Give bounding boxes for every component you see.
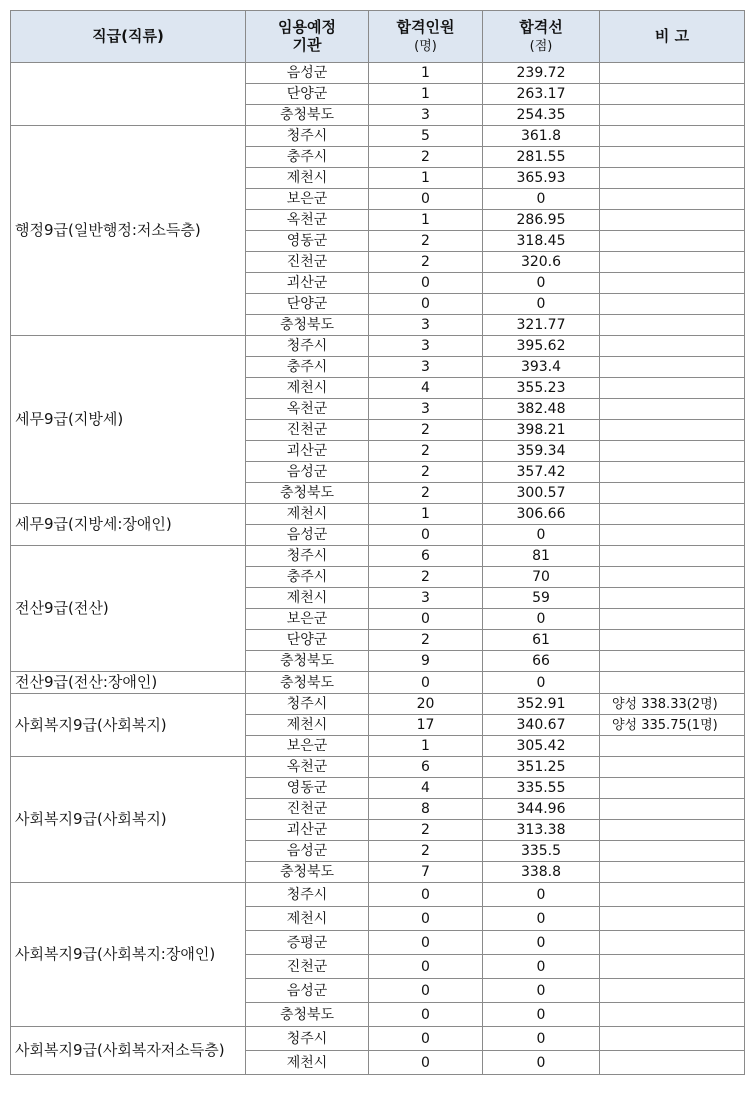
table-row bbox=[11, 546, 745, 567]
cell-agency: 괴산군 bbox=[246, 820, 369, 841]
cell-note bbox=[600, 105, 745, 126]
cell-cutoff: 0 bbox=[483, 1003, 600, 1027]
cell-note bbox=[600, 294, 745, 315]
cell-note bbox=[600, 778, 745, 799]
cell-agency: 충청북도 bbox=[246, 483, 369, 504]
cell-count: 20 bbox=[369, 694, 483, 715]
cell-note bbox=[600, 315, 745, 336]
cell-count: 0 bbox=[369, 672, 483, 694]
cell-count: 3 bbox=[369, 105, 483, 126]
cell-note bbox=[600, 483, 745, 504]
cell-cutoff: 0 bbox=[483, 609, 600, 630]
cell-note bbox=[600, 630, 745, 651]
header-agency-line1: 임용예정 bbox=[278, 18, 336, 36]
header-cutoff-unit: (점) bbox=[529, 39, 553, 54]
cell-agency: 진천군 bbox=[246, 799, 369, 820]
cell-count: 3 bbox=[369, 399, 483, 420]
cell-cutoff: 355.23 bbox=[483, 378, 600, 399]
cell-cutoff: 0 bbox=[483, 294, 600, 315]
cell-count: 1 bbox=[369, 210, 483, 231]
cell-count: 0 bbox=[369, 907, 483, 931]
cell-note bbox=[600, 1051, 745, 1075]
cell-agency: 영동군 bbox=[246, 778, 369, 799]
cell-agency: 보은군 bbox=[246, 189, 369, 210]
cell-note bbox=[600, 357, 745, 378]
header-row bbox=[11, 11, 745, 63]
cell-agency: 제천시 bbox=[246, 588, 369, 609]
cell-count: 2 bbox=[369, 441, 483, 462]
cell-count: 2 bbox=[369, 231, 483, 252]
cell-count: 2 bbox=[369, 483, 483, 504]
cell-agency: 청주시 bbox=[246, 883, 369, 907]
cell-agency: 제천시 bbox=[246, 715, 369, 736]
cell-cutoff: 313.38 bbox=[483, 820, 600, 841]
cell-note bbox=[600, 841, 745, 862]
cell-count: 1 bbox=[369, 84, 483, 105]
cell-cutoff: 66 bbox=[483, 651, 600, 672]
cell-cutoff: 351.25 bbox=[483, 757, 600, 778]
cell-note bbox=[600, 168, 745, 189]
cell-cutoff: 81 bbox=[483, 546, 600, 567]
cell-count: 0 bbox=[369, 273, 483, 294]
header-agency-line2: 기관 bbox=[292, 36, 322, 54]
cell-count: 2 bbox=[369, 462, 483, 483]
cell-note bbox=[600, 189, 745, 210]
cell-cutoff: 335.5 bbox=[483, 841, 600, 862]
cell-note bbox=[600, 820, 745, 841]
cell-cutoff: 70 bbox=[483, 567, 600, 588]
cell-count: 17 bbox=[369, 715, 483, 736]
cell-cutoff: 306.66 bbox=[483, 504, 600, 525]
cell-agency: 음성군 bbox=[246, 525, 369, 546]
table-row bbox=[11, 672, 745, 694]
cell-cutoff: 0 bbox=[483, 273, 600, 294]
cell-agency: 음성군 bbox=[246, 979, 369, 1003]
cell-count: 2 bbox=[369, 841, 483, 862]
cell-count: 3 bbox=[369, 357, 483, 378]
cell-count: 3 bbox=[369, 336, 483, 357]
table-row bbox=[11, 883, 745, 907]
cell-cutoff: 263.17 bbox=[483, 84, 600, 105]
cell-count: 0 bbox=[369, 1003, 483, 1027]
cell-count: 2 bbox=[369, 630, 483, 651]
cell-note bbox=[600, 63, 745, 84]
cell-count: 0 bbox=[369, 294, 483, 315]
cell-cutoff: 61 bbox=[483, 630, 600, 651]
cell-cutoff: 0 bbox=[483, 189, 600, 210]
cell-note bbox=[600, 525, 745, 546]
cell-agency: 제천시 bbox=[246, 1051, 369, 1075]
cell-agency: 음성군 bbox=[246, 462, 369, 483]
cell-count: 0 bbox=[369, 1051, 483, 1075]
cell-note bbox=[600, 955, 745, 979]
cell-cutoff: 318.45 bbox=[483, 231, 600, 252]
cell-note bbox=[600, 252, 745, 273]
cell-agency: 청주시 bbox=[246, 336, 369, 357]
table-row bbox=[11, 336, 745, 357]
cell-agency: 충청북도 bbox=[246, 1003, 369, 1027]
table-header bbox=[11, 11, 745, 63]
cell-agency: 단양군 bbox=[246, 294, 369, 315]
cell-note bbox=[600, 399, 745, 420]
cell-agency: 충청북도 bbox=[246, 315, 369, 336]
cell-cutoff: 344.96 bbox=[483, 799, 600, 820]
table-row bbox=[11, 757, 745, 778]
cell-note bbox=[600, 907, 745, 931]
cell-note: 양성 338.33(2명) bbox=[600, 694, 745, 715]
cell-category: 전산9급(전산:장애인) bbox=[11, 672, 246, 694]
cell-note bbox=[600, 799, 745, 820]
cell-count: 0 bbox=[369, 883, 483, 907]
cell-note bbox=[600, 420, 745, 441]
cell-note bbox=[600, 672, 745, 694]
cell-note bbox=[600, 862, 745, 883]
cell-count: 1 bbox=[369, 504, 483, 525]
cell-agency: 청주시 bbox=[246, 546, 369, 567]
cell-cutoff: 321.77 bbox=[483, 315, 600, 336]
cell-agency: 음성군 bbox=[246, 63, 369, 84]
cell-cutoff: 286.95 bbox=[483, 210, 600, 231]
table-row bbox=[11, 126, 745, 147]
cell-category: 사회복지9급(사회복지:장애인) bbox=[11, 883, 246, 1027]
cell-category: 세무9급(지방세:장애인) bbox=[11, 504, 246, 546]
header-count-unit: (명) bbox=[414, 39, 437, 54]
cell-count: 3 bbox=[369, 315, 483, 336]
cell-cutoff: 305.42 bbox=[483, 736, 600, 757]
cell-count: 0 bbox=[369, 955, 483, 979]
table-row bbox=[11, 694, 745, 715]
cell-note bbox=[600, 231, 745, 252]
cell-cutoff: 335.55 bbox=[483, 778, 600, 799]
cell-count: 0 bbox=[369, 525, 483, 546]
cell-agency: 단양군 bbox=[246, 630, 369, 651]
cell-category: 행정9급(일반행정:저소득층) bbox=[11, 126, 246, 336]
cell-cutoff: 239.72 bbox=[483, 63, 600, 84]
cell-agency: 옥천군 bbox=[246, 399, 369, 420]
header-count bbox=[369, 11, 483, 63]
cell-count: 2 bbox=[369, 820, 483, 841]
cell-count: 6 bbox=[369, 546, 483, 567]
cell-count: 2 bbox=[369, 252, 483, 273]
cell-count: 0 bbox=[369, 189, 483, 210]
cell-count: 7 bbox=[369, 862, 483, 883]
cell-category: 전산9급(전산) bbox=[11, 546, 246, 672]
cell-category: 사회복지9급(사회복지) bbox=[11, 694, 246, 757]
cell-note bbox=[600, 883, 745, 907]
cell-note bbox=[600, 84, 745, 105]
cell-agency: 충주시 bbox=[246, 357, 369, 378]
cell-cutoff: 0 bbox=[483, 931, 600, 955]
cell-count: 1 bbox=[369, 63, 483, 84]
cell-cutoff: 338.8 bbox=[483, 862, 600, 883]
cell-count: 0 bbox=[369, 979, 483, 1003]
cell-note bbox=[600, 126, 745, 147]
cell-note bbox=[600, 931, 745, 955]
cell-cutoff: 59 bbox=[483, 588, 600, 609]
cell-note bbox=[600, 1003, 745, 1027]
cell-count: 0 bbox=[369, 1027, 483, 1051]
cell-agency: 청주시 bbox=[246, 1027, 369, 1051]
cell-note bbox=[600, 736, 745, 757]
cell-count: 8 bbox=[369, 799, 483, 820]
cell-count: 9 bbox=[369, 651, 483, 672]
cell-agency: 보은군 bbox=[246, 736, 369, 757]
cell-category bbox=[11, 63, 246, 126]
cell-agency: 옥천군 bbox=[246, 210, 369, 231]
cell-agency: 충청북도 bbox=[246, 862, 369, 883]
cell-note bbox=[600, 147, 745, 168]
cell-count: 0 bbox=[369, 931, 483, 955]
cell-agency: 보은군 bbox=[246, 609, 369, 630]
header-grade: 직급(직류) bbox=[11, 11, 246, 63]
cell-note bbox=[600, 567, 745, 588]
header-cutoff-label: 합격선 bbox=[519, 18, 563, 36]
cell-category: 사회복지9급(사회복지) bbox=[11, 757, 246, 883]
cell-agency: 진천군 bbox=[246, 420, 369, 441]
cell-category: 세무9급(지방세) bbox=[11, 336, 246, 504]
cell-note bbox=[600, 546, 745, 567]
cell-cutoff: 361.8 bbox=[483, 126, 600, 147]
cell-agency: 음성군 bbox=[246, 841, 369, 862]
cell-count: 4 bbox=[369, 778, 483, 799]
cell-note: 양성 335.75(1명) bbox=[600, 715, 745, 736]
cell-note bbox=[600, 441, 745, 462]
cell-count: 1 bbox=[369, 168, 483, 189]
cell-agency: 증평군 bbox=[246, 931, 369, 955]
cell-note bbox=[600, 504, 745, 525]
cell-count: 2 bbox=[369, 420, 483, 441]
cell-cutoff: 0 bbox=[483, 955, 600, 979]
cell-agency: 청주시 bbox=[246, 126, 369, 147]
cell-agency: 영동군 bbox=[246, 231, 369, 252]
table-row bbox=[11, 63, 745, 84]
cell-agency: 괴산군 bbox=[246, 273, 369, 294]
cell-note bbox=[600, 336, 745, 357]
cell-agency: 충청북도 bbox=[246, 651, 369, 672]
cell-count: 6 bbox=[369, 757, 483, 778]
table-row bbox=[11, 504, 745, 525]
cell-cutoff: 393.4 bbox=[483, 357, 600, 378]
cell-count: 2 bbox=[369, 567, 483, 588]
cell-agency: 제천시 bbox=[246, 504, 369, 525]
cell-count: 4 bbox=[369, 378, 483, 399]
cell-agency: 진천군 bbox=[246, 955, 369, 979]
table-row bbox=[11, 1027, 745, 1051]
table-body bbox=[11, 63, 745, 1075]
results-table bbox=[10, 10, 745, 1075]
cell-count: 0 bbox=[369, 609, 483, 630]
cell-note bbox=[600, 757, 745, 778]
cell-cutoff: 382.48 bbox=[483, 399, 600, 420]
cell-cutoff: 281.55 bbox=[483, 147, 600, 168]
cell-note bbox=[600, 588, 745, 609]
cell-cutoff: 320.6 bbox=[483, 252, 600, 273]
cell-count: 2 bbox=[369, 147, 483, 168]
cell-cutoff: 254.35 bbox=[483, 105, 600, 126]
cell-category: 사회복지9급(사회복자저소득층) bbox=[11, 1027, 246, 1075]
cell-cutoff: 395.62 bbox=[483, 336, 600, 357]
cell-note bbox=[600, 378, 745, 399]
cell-cutoff: 0 bbox=[483, 907, 600, 931]
cell-cutoff: 0 bbox=[483, 672, 600, 694]
cell-note bbox=[600, 979, 745, 1003]
cell-cutoff: 0 bbox=[483, 979, 600, 1003]
cell-agency: 제천시 bbox=[246, 378, 369, 399]
cell-agency: 옥천군 bbox=[246, 757, 369, 778]
cell-count: 5 bbox=[369, 126, 483, 147]
cell-note bbox=[600, 609, 745, 630]
cell-agency: 충주시 bbox=[246, 567, 369, 588]
cell-cutoff: 0 bbox=[483, 883, 600, 907]
cell-cutoff: 340.67 bbox=[483, 715, 600, 736]
cell-note bbox=[600, 462, 745, 483]
cell-cutoff: 357.42 bbox=[483, 462, 600, 483]
cell-count: 3 bbox=[369, 588, 483, 609]
cell-agency: 진천군 bbox=[246, 252, 369, 273]
cell-cutoff: 0 bbox=[483, 1027, 600, 1051]
cell-note bbox=[600, 651, 745, 672]
cell-agency: 충청북도 bbox=[246, 105, 369, 126]
cell-agency: 충청북도 bbox=[246, 672, 369, 694]
cell-cutoff: 300.57 bbox=[483, 483, 600, 504]
cell-agency: 제천시 bbox=[246, 168, 369, 189]
cell-agency: 충주시 bbox=[246, 147, 369, 168]
cell-cutoff: 359.34 bbox=[483, 441, 600, 462]
cell-cutoff: 352.91 bbox=[483, 694, 600, 715]
cell-agency: 단양군 bbox=[246, 84, 369, 105]
cell-count: 1 bbox=[369, 736, 483, 757]
cell-note bbox=[600, 210, 745, 231]
cell-agency: 제천시 bbox=[246, 907, 369, 931]
cell-cutoff: 398.21 bbox=[483, 420, 600, 441]
cell-agency: 청주시 bbox=[246, 694, 369, 715]
cell-cutoff: 365.93 bbox=[483, 168, 600, 189]
cell-note bbox=[600, 1027, 745, 1051]
header-agency bbox=[246, 11, 369, 63]
header-note: 비 고 bbox=[600, 11, 745, 63]
cell-cutoff: 0 bbox=[483, 1051, 600, 1075]
cell-cutoff: 0 bbox=[483, 525, 600, 546]
cell-agency: 괴산군 bbox=[246, 441, 369, 462]
header-cutoff bbox=[483, 11, 600, 63]
header-count-label: 합격인원 bbox=[396, 18, 455, 36]
cell-note bbox=[600, 273, 745, 294]
